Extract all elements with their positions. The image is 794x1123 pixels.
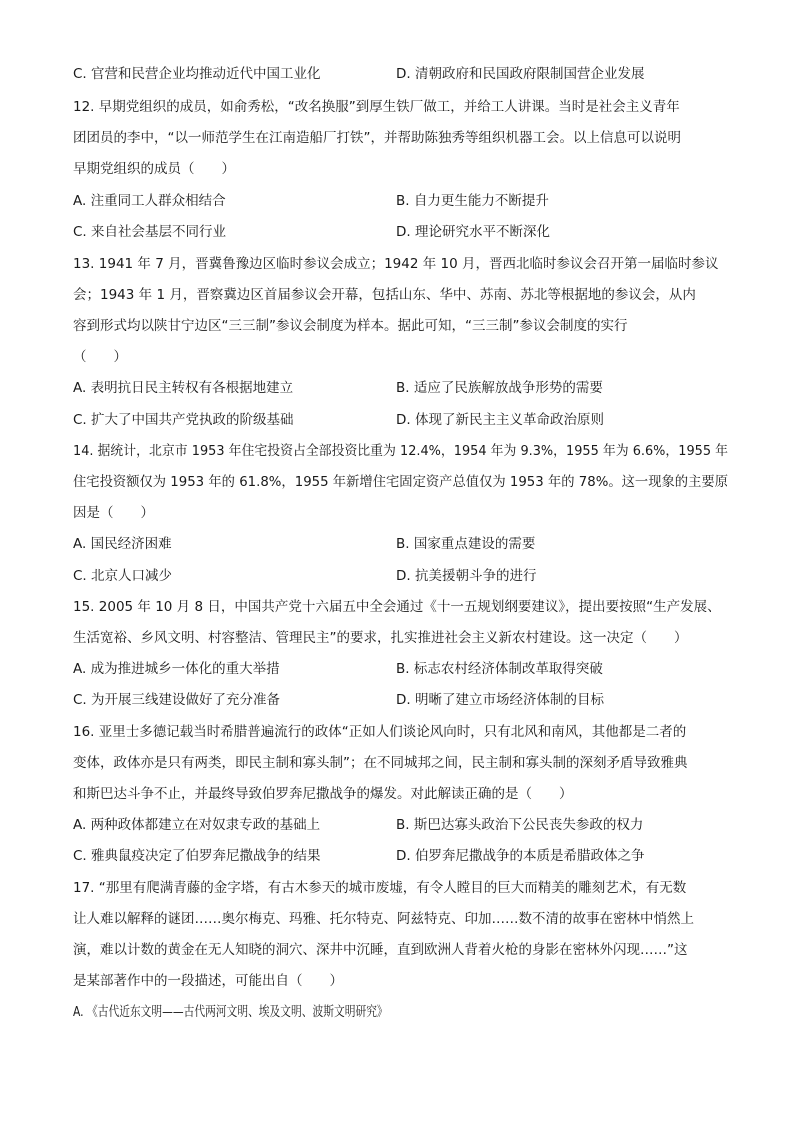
q17-stem-line-2: 让人难以解释的谜团……奥尔梅克、玛雅、托尔特克、阿兹特克、印加……数不清的故事在密林中悄然上 xyxy=(73,911,694,927)
q12-stem-line-1: 12. 早期党组织的成员，如俞秀松，“改名换服”到厚生铁厂做工，并给工人讲课。当时是社会主义青年 xyxy=(73,99,680,115)
q16-option-d: D. 伯罗奔尼撒战争的本质是希腊政体之争 xyxy=(396,848,645,864)
q12-option-a: A. 注重同工人群众相结合 xyxy=(73,193,226,209)
q15-option-c: C. 为开展三线建设做好了充分准备 xyxy=(73,692,281,708)
q16-stem-line-3: 和斯巴达斗争不止，并最终导致伯罗奔尼撒战争的爆发。对此解读正确的是（ ） xyxy=(73,786,573,802)
q15-option-d: D. 明晰了建立市场经济体制的目标 xyxy=(396,692,604,708)
q14-option-d: D. 抗美援朝斗争的进行 xyxy=(396,568,537,584)
q14-stem-line-1: 14. 据统计，北京市 1953 年住宅投资占全部投资比重为 12.4%，1954 年为 9.3%，1955 年为 6.6%，1955 年 xyxy=(73,443,728,459)
q13-option-b: B. 适应了民族解放战争形势的需要 xyxy=(396,380,603,396)
q16-stem-line-1: 16. 亚里士多德记载当时希腊普遍流行的政体“正如人们谈论风向时，只有北风和南风，其他都是二者的 xyxy=(73,724,687,740)
q12-stem-line-2: 团团员的李中，“以一师范学生在江南造船厂打铁”，并帮助陈独秀等组织机器工会。以上信息可以说明 xyxy=(73,130,681,146)
q15-stem-line-1: 15. 2005 年 10 月 8 日，中国共产党十六届五中全会通过《十一五规划纲要建议》，提出要按照“生产发展、 xyxy=(73,599,721,615)
q14-stem-line-2: 住宅投资额仅为 1953 年的 61.8%，1955 年新增住宅固定资产总值仅为 1953 年的 78%。这一现象的主要原 xyxy=(73,474,728,490)
q13-stem-line-4: （ ） xyxy=(73,349,127,365)
q15-option-a: A. 成为推进城乡一体化的重大举措 xyxy=(73,661,280,677)
q13-option-a: A. 表明抗日民主转权有各根据地建立 xyxy=(73,380,294,396)
q11-option-d: D. 清朝政府和民国政府限制国营企业发展 xyxy=(396,66,645,82)
q12-option-d: D. 理论研究水平不断深化 xyxy=(396,224,550,240)
q16-stem-line-2: 变体，政体亦是只有两类，即民主制和寡头制”；在不同城邦之间，民主制和寡头制的深刻矛盾导致雅典 xyxy=(73,755,688,771)
q16-option-b: B. 斯巴达寡头政治下公民丧失参政的权力 xyxy=(396,817,644,833)
q13-stem-line-3: 容到形式均以陕甘宁边区“三三制”参议会制度为样本。据此可知，“三三制”参议会制度的实行 xyxy=(73,318,628,334)
q13-option-c: C. 扩大了中国共产党执政的阶级基础 xyxy=(73,412,294,428)
q12-stem-line-3: 早期党组织的成员（ ） xyxy=(73,161,235,177)
q13-stem-line-1: 13. 1941 年 7 月，晋冀鲁豫边区临时参议会成立；1942 年 10 月，晋西北临时参议会召开第一届临时参议 xyxy=(73,256,719,272)
q17-stem-line-1: 17. “那里有爬满青藤的金字塔，有古木参天的城市废墟，有令人瞠目的巨大而精美的雕刻艺术，有无数 xyxy=(73,880,687,896)
q17-option-a: A. 《古代近东文明——古代两河文明、埃及文明、波斯文明研究》 xyxy=(73,1004,388,1020)
q15-stem-line-2: 生活宽裕、乡风文明、村容整洁、管理民主”的要求，扎实推进社会主义新农村建设。这一决定（ ） xyxy=(73,630,688,646)
q16-option-c: C. 雅典鼠疫决定了伯罗奔尼撒战争的结果 xyxy=(73,848,321,864)
q11-option-c: C. 官营和民营企业均推动近代中国工业化 xyxy=(73,66,321,82)
q17-stem-line-4: 是某部著作中的一段描述，可能出自（ ） xyxy=(73,973,343,989)
q12-option-c: C. 来自社会基层不同行业 xyxy=(73,224,227,240)
q17-stem-line-3: 演，难以计数的黄金在无人知晓的洞穴、深井中沉睡，直到欧洲人背着火枪的身影在密林外闪现……”这 xyxy=(73,942,688,958)
q15-option-b: B. 标志农村经济体制改革取得突破 xyxy=(396,661,603,677)
q14-option-c: C. 北京人口减少 xyxy=(73,568,173,584)
q16-option-a: A. 两种政体都建立在对奴隶专政的基础上 xyxy=(73,817,321,833)
q12-option-b: B. 自力更生能力不断提升 xyxy=(396,193,549,209)
q14-option-a: A. 国民经济困难 xyxy=(73,536,172,552)
q14-stem-line-3: 因是（ ） xyxy=(73,505,154,521)
q13-stem-line-2: 会；1943 年 1 月，晋察冀边区首届参议会开幕，包括山东、华中、苏南、苏北等根据地的参议会，从内 xyxy=(73,287,696,303)
q14-option-b: B. 国家重点建设的需要 xyxy=(396,536,536,552)
q13-option-d: D. 体现了新民主主义革命政治原则 xyxy=(396,412,604,428)
